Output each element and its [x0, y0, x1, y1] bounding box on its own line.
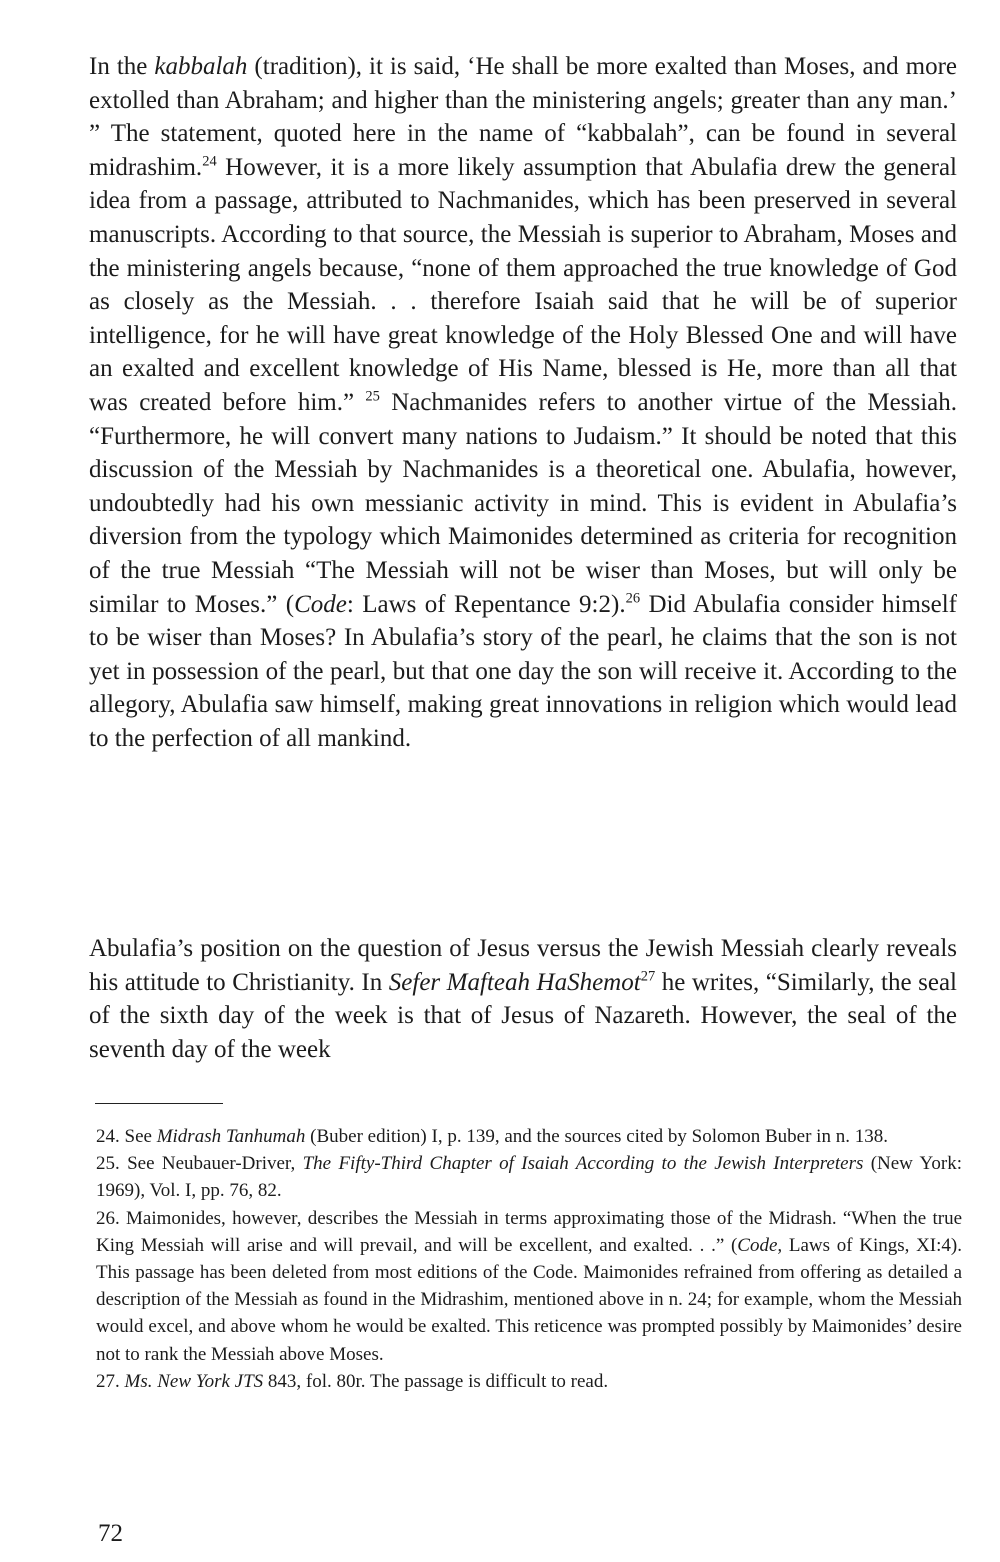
footnote-27	[96, 1368, 962, 1395]
italic-text: Midrash Tanhumah	[156, 1126, 306, 1147]
text-run: Nachmanides refers to another virtue of the Messiah. “Furthermore, he will convert many nations to Judaism.” It should be noted that this discussion of the Messiah by Nachmanides is a theoretical one. Abulafia, however, undoubtedly had his own messianic activity in mind. This is evident in Abulafia’s diversion from the typology which Maimonides determined as criteria for recognition of the true Messiah “The Messiah will not be wiser than Moses, but will only be similar to Moses.” (	[89, 388, 957, 618]
page-number: 72	[98, 1520, 123, 1547]
footnote-25	[96, 1150, 962, 1204]
footnote-marker: 25	[365, 388, 380, 405]
italic-text: kabbalah	[154, 53, 248, 80]
footnote-marker: 27	[640, 968, 656, 985]
footnote-26	[96, 1205, 962, 1368]
italic-text: Sefer Mafteah HaShemot	[388, 968, 641, 996]
text-run: 27.	[96, 1370, 125, 1392]
body-paragraph-1	[89, 50, 957, 755]
footnote-24	[96, 1123, 962, 1150]
text-run: Did Abulafia consider himself to be wiser than Moses? In Abulafia’s story of the pearl, he claims that the son is not yet in possession of the pearl, but that one day the son will receive it. According to the allegory, Abulafia saw himself, making great innovations in religion which would lead to the perfection of all mankind.	[89, 590, 958, 752]
body-paragraph-2	[89, 932, 957, 1066]
text-run: (tradition), it is said, ‘He shall be more exalted than Moses, and more extolled than Abraham; and higher than the ministering angels; greater than any man.’ ” The statement, quoted here in the name of “kabbalah”, can be found in several midrashim.	[89, 53, 957, 181]
text-run: 25. See Neubauer-Driver,	[96, 1153, 303, 1175]
text-run: Laws of Kings, XI:4). This passage has been deleted from most editions of the Code. Maimonides refrained from offering as detailed a description of the Messiah as found in the Midrashim, mentioned above in n. 24; for example, whom the Messiah would excel, and above whom he would be exalted. This reticence was prompted possibly by Maimonides’ desire not to rank the Messiah above Moses.	[96, 1234, 962, 1365]
italic-text: Code,	[737, 1234, 783, 1256]
text-run: Abulafia’s position on the question of Jesus versus the Jewish Messiah clearly reveals his attitude to Christianity. In	[89, 935, 957, 996]
text-run: : Laws of Repentance 9:2).	[346, 590, 626, 618]
footnotes	[96, 1123, 962, 1395]
text-run: 26. Maimonides, however, describes the Messiah in terms approximating those of the Midrash. “When the true King Messiah will arise and will prevail, and will be excellent, and exalted. . .” (	[96, 1207, 962, 1256]
italic-text: The Fifty-Third Chapter of Isaiah According to the Jewish Interpreters	[302, 1153, 864, 1175]
italic-text: Code	[294, 590, 347, 618]
footnote-separator-rule	[95, 1103, 223, 1104]
text-run: (Buber edition) I, p. 139, and the sources cited by Solomon Buber in n. 138.	[305, 1126, 888, 1147]
footnote-marker: 26	[625, 590, 641, 607]
text-run: 843, fol. 80r. The passage is difficult to read.	[263, 1370, 609, 1392]
footnote-marker: 24	[202, 153, 217, 170]
text-run: 24. See	[96, 1126, 157, 1147]
text-run: However, it is a more likely assumption that Abulafia drew the general idea from a passage, attributed to Nachmanides, which has been preserved in several manuscripts. According to that source, the Messiah is superior to Abraham, Moses and the ministering angels because, “none of them approached the true knowledge of God as closely as the Messiah. . . therefore Isaiah said that he will be of superior intelligence, for he will have great knowledge of the Holy Blessed One and will have an exalted and excellent knowledge of His Name, blessed is He, more than all that was created before him.”	[89, 153, 957, 416]
text-run: In the	[89, 53, 155, 80]
italic-text: Ms. New York JTS	[124, 1370, 264, 1392]
text-run: he writes, “Similarly, the seal of the sixth day of the week is that of Jesus of Nazareth. However, the seal of the seventh day of the week	[89, 968, 957, 1063]
text-run: (New York: 1969), Vol. I, pp. 76, 82.	[96, 1153, 962, 1202]
